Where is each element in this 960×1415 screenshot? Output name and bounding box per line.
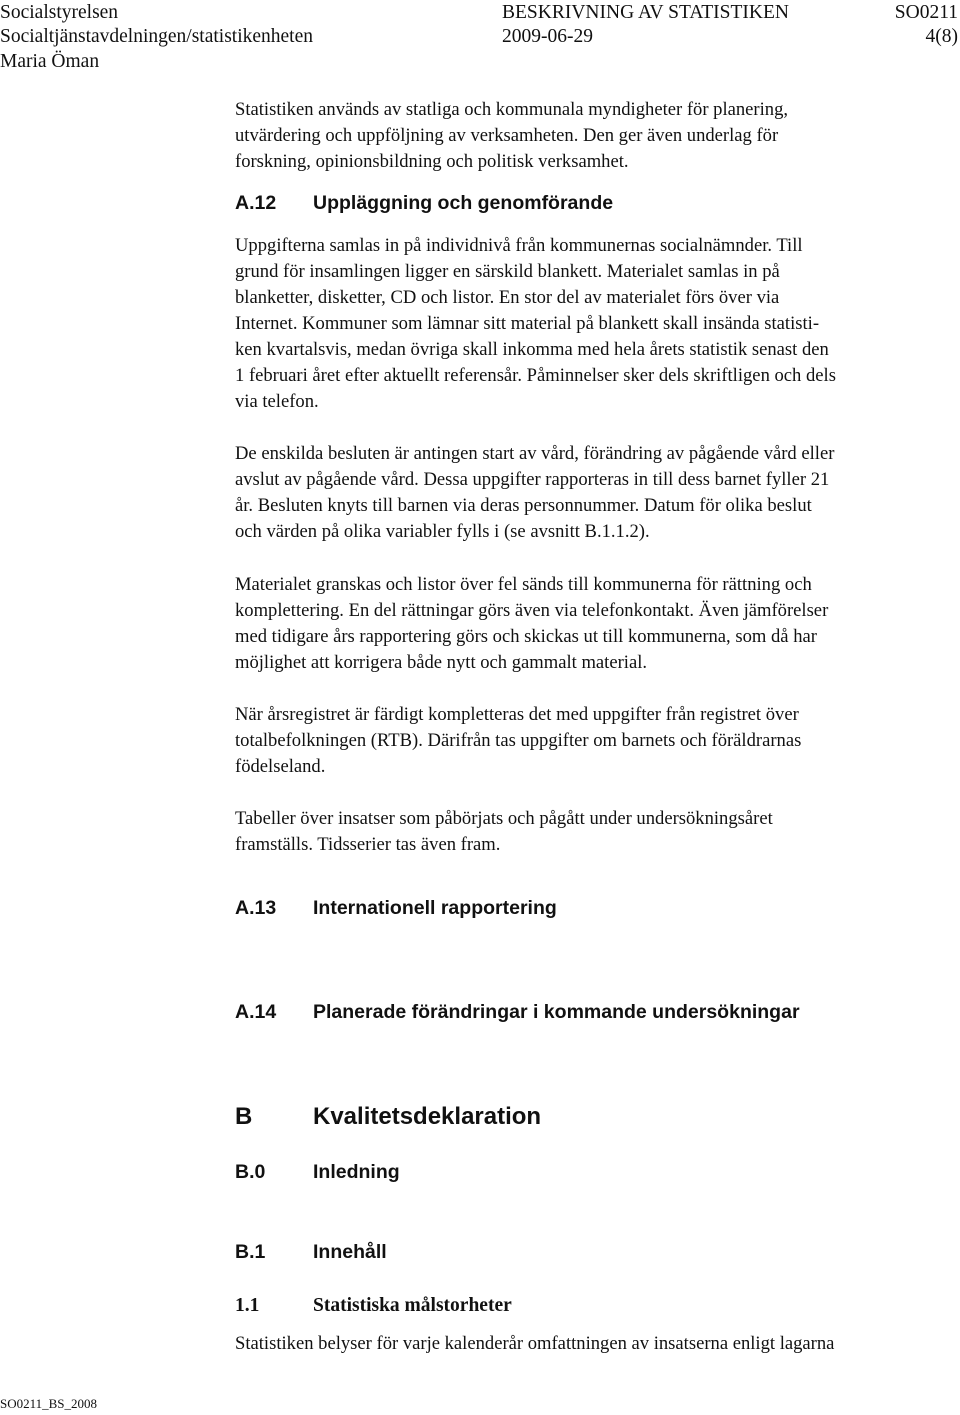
section-number-1-1: 1.1 xyxy=(235,1295,260,1316)
text-line: komplettering. En del rättningar görs även via telefonkontakt. Även jämförelser xyxy=(235,600,829,621)
section-title-a12: Uppläggning och genomförande xyxy=(313,192,614,214)
text-line: 1 februari året efter aktuellt referensår. Påminnelser sker dels skriftligen och dels xyxy=(235,365,836,386)
section-title-b0: Inledning xyxy=(313,1161,400,1183)
section-number-a13: A.13 xyxy=(235,897,277,919)
text-line: grund för insamlingen ligger en särskild blankett. Materialet samlas in på xyxy=(235,261,780,282)
section-title-1-1: Statistiska målstorheter xyxy=(313,1295,512,1316)
paragraph-target-quantities xyxy=(235,1331,950,1357)
text-line: Internet. Kommuner som lämnar sitt material på blankett skall insända statisti- xyxy=(235,313,820,334)
section-title-a14: Planerade förändringar i kommande undersökningar xyxy=(313,1001,800,1023)
text-line: Statistiken belyser för varje kalenderår omfattningen av insatserna enligt lagarna xyxy=(235,1333,835,1354)
header-doc-type: BESKRIVNING AV STATISTIKEN xyxy=(502,2,789,23)
paragraph-review xyxy=(235,572,950,676)
text-line: avslut av pågående vård. Dessa uppgifter rapporteras in till dess barnet fyller 21 xyxy=(235,469,830,490)
text-line: forskning, opinionsbildning och politisk verksamhet. xyxy=(235,151,629,172)
text-line: Tabeller över insatser som påbörjats och pågått under undersökningsåret xyxy=(235,808,773,829)
text-line: Materialet granskas och listor över fel sänds till kommunerna för rättning och xyxy=(235,574,812,595)
section-title-b1: Innehåll xyxy=(313,1241,387,1263)
section-title-b: Kvalitetsdeklaration xyxy=(313,1103,542,1130)
text-line: Statistiken används av statliga och kommunala myndigheter för planering, xyxy=(235,99,789,120)
header-author: Maria Öman xyxy=(0,51,100,72)
header-org: Socialstyrelsen xyxy=(0,2,119,23)
section-number-b1: B.1 xyxy=(235,1241,266,1263)
header-doc-code: SO0211 xyxy=(894,2,958,23)
text-line: totalbefolkningen (RTB). Därifrån tas uppgifter om barnets och föräldrarnas xyxy=(235,730,802,751)
text-line: blanketter, disketter, CD och listor. En stor del av materialet förs över via xyxy=(235,287,780,308)
footer-doc-code: SO0211_BS_2008 xyxy=(0,1396,98,1411)
header-page-number: 4(8) xyxy=(925,26,958,47)
text-line: via telefon. xyxy=(235,391,319,412)
section-number-b0: B.0 xyxy=(235,1161,266,1183)
section-number-a14: A.14 xyxy=(235,1001,277,1023)
section-number-a12: A.12 xyxy=(235,192,277,214)
text-line: ken kvartalsvis, medan övriga skall inkomma med hela årets statistik senast den xyxy=(235,339,829,360)
text-line: De enskilda besluten är antingen start av vård, förändring av pågående vård eller xyxy=(235,443,835,464)
text-line: utvärdering och uppföljning av verksamheten. Den ger även underlag för xyxy=(235,125,779,146)
section-number-b: B xyxy=(235,1103,253,1130)
text-line: och värden på olika variabler fylls i (se avsnitt B.1.1.2). xyxy=(235,521,650,542)
paragraph-decisions xyxy=(235,441,950,545)
text-line: framställs. Tidsserier tas även fram. xyxy=(235,834,501,855)
text-line: Uppgifterna samlas in på individnivå från kommunernas socialnämnder. Till xyxy=(235,235,803,256)
paragraph-registry xyxy=(235,702,950,780)
header-date: 2009-06-29 xyxy=(502,26,593,47)
text-line: med tidigare års rapportering görs och skickas ut till kommunerna, som då har xyxy=(235,626,817,647)
text-line: När årsregistret är färdigt kompletteras det med uppgifter från registret över xyxy=(235,704,799,725)
paragraph-usage xyxy=(235,97,950,175)
paragraph-collection xyxy=(235,233,950,415)
text-line: möjlighet att korrigera både nytt och gammalt material. xyxy=(235,652,648,673)
paragraph-tables xyxy=(235,806,950,858)
header-department: Socialtjänstavdelningen/statistikenheten xyxy=(0,26,314,47)
section-title-a13: Internationell rapportering xyxy=(313,897,557,919)
text-line: födelseland. xyxy=(235,756,326,777)
text-line: år. Besluten knyts till barnen via deras personnummer. Datum för olika beslut xyxy=(235,495,812,516)
